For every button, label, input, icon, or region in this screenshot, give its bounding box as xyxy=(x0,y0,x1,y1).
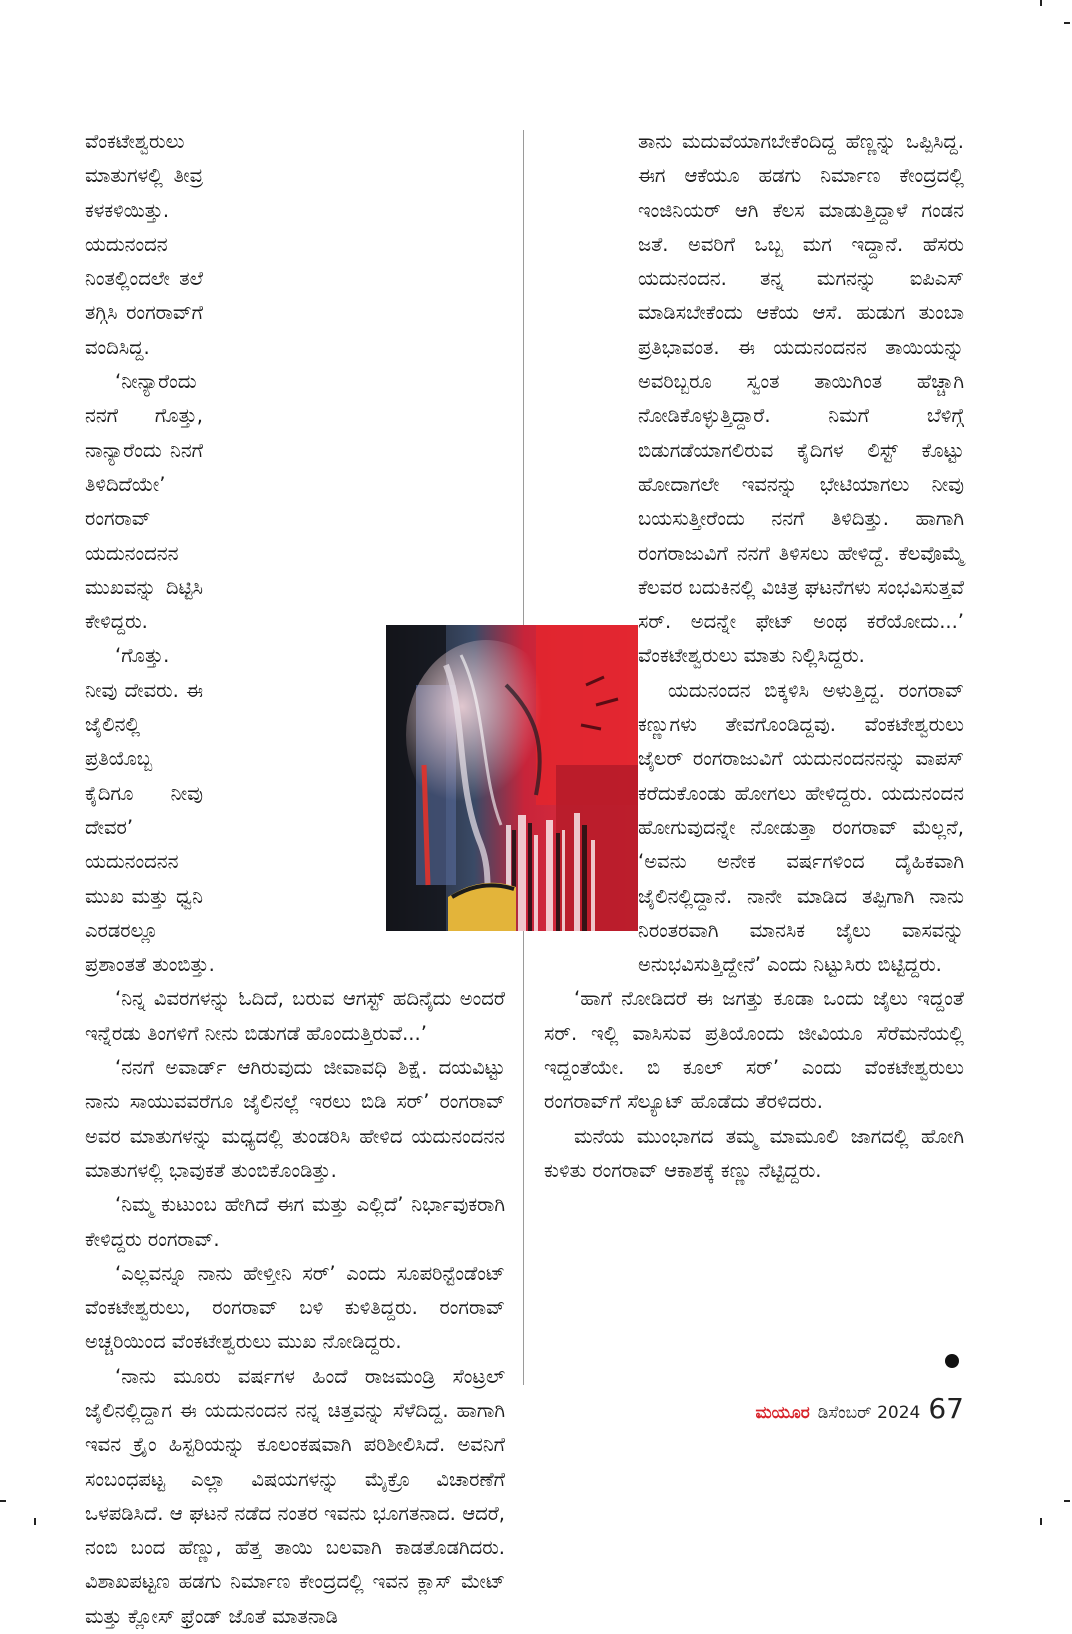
paragraph: ‘ಹಾಗೆ ನೋಡಿದರೆ ಈ ಜಗತ್ತು ಕೂಡಾ ಒಂದು ಜೈಲು ಇದ್ದಂತೆ ಸರ್. ಇಲ್ಲಿ ವಾಸಿಸುವ ಪ್ರತಿಯೊಂದು ಜೀವಿಯೂ ಸೆರೆಮನೆಯಲ್ಲಿ ಇದ್ದಂತೆಯೇ. ಬಿ ಕೂಲ್ ಸರ್’ ಎಂದು ವೆಂಕಟೇಶ್ವರುಲು ರಂಗರಾವ್‌ಗೆ ಸೆಲ್ಯೂಟ್ ಹೊಡೆದು ತೆರಳಿದರು. xyxy=(544,987,964,1114)
paragraph: ಯದುನಂದನ ಬಿಕ್ಕಳಿಸಿ ಅಳುತ್ತಿದ್ದ. ರಂಗರಾವ್ ಕಣ್ಣುಗಳು ತೇವಗೊಂಡಿದ್ದವು. ವೆಂಕಟೇಶ್ವರುಲು ಜೈಲರ್ ರಂಗರಾಜುವಿಗೆ ಯದುನಂದನನನ್ನು ವಾಪಸ್ ಕರೆದುಕೊಂಡು ಹೋಗಲು ಹೇಳಿದ್ದರು. ಯದುನಂದನ ಹೋಗುವುದನ್ನೇ ನೋಡುತ್ತಾ ರಂಗರಾವ್ ಮೆಲ್ಲನೆ, ‘ಅವನು ಅನೇಕ ವರ್ಷಗಳಿಂದ ದೈಹಿಕವಾಗಿ ಜೈಲಿನಲ್ಲಿದ್ದಾನೆ. ನಾನೇ ಮಾಡಿದ ತಪ್ಪಿಗಾಗಿ ನಾನು ನಿರಂತರವಾಗಿ ಮಾನಸಿಕ ಜೈಲು ವಾಸವನ್ನು ಅನುಭವಿಸುತ್ತಿದ್ದೇನೆ’ ಎಂದು ನಿಟ್ಟುಸಿರು ಬಿಟ್ಟಿದ್ದರು. xyxy=(638,678,964,977)
paragraph: ‘ಎಲ್ಲವನ್ನೂ ನಾನು ಹೇಳ್ತೀನಿ ಸರ್’ ಎಂದು ಸೂಪರಿನ್ಟೆಂಡೆಂಟ್ ವೆಂಕಟೇಶ್ವರುಲು, ರಂಗರಾವ್ ಬಳಿ ಕುಳಿತಿದ್ದರು. ರಂಗರಾವ್ ಅಚ್ಚರಿಯಿಂದ ವೆಂಕಟೇಶ್ವರುಲು ಮುಖ ನೋಡಿದ್ದರು. xyxy=(85,1261,505,1354)
paragraph: ‘ನಿಮ್ಮ ಕುಟುಂಬ ಹೇಗಿದೆ ಈಗ ಮತ್ತು ಎಲ್ಲಿದೆ’ ನಿರ್ಭಾವುಕರಾಗಿ ಕೇಳಿದ್ದರು ರಂಗರಾವ್. xyxy=(85,1193,505,1251)
paragraph: ತಾನು ಮದುವೆಯಾಗಬೇಕೆಂದಿದ್ದ ಹೆಣ್ಣನ್ನು ಒಪ್ಪಿಸಿದ್ದ. ಈಗ ಆಕೆಯೂ ಹಡಗು ನಿರ್ಮಾಣ ಕೇಂದ್ರದಲ್ಲಿ ಇಂಜಿನಿಯರ್ ಆಗಿ ಕೆಲಸ ಮಾಡುತ್ತಿದ್ದಾಳೆ ಗಂಡನ ಜತೆ. ಅವರಿಗೆ ಒಬ್ಬ ಮಗ ಇದ್ದಾನೆ. ಹೆಸರು ಯದುನಂದನ. ತನ್ನ ಮಗನನ್ನು ಐಪಿಎಸ್ ಮಾಡಿಸಬೇಕೆಂದು ಆಕೆಯ ಆಸೆ. ಹುಡುಗ ತುಂಬಾ ಪ್ರತಿಭಾವಂತ. ಈ ಯದುನಂದನನ ತಾಯಿಯನ್ನು ಅವರಿಬ್ಬರೂ ಸ್ವಂತ ತಾಯಿಗಿಂತ ಹೆಚ್ಚಾಗಿ ನೋಡಿಕೊಳ್ಳುತ್ತಿದ್ದಾರೆ. ನಿಮಗೆ ಬೆಳಿಗ್ಗೆ ಬಿಡುಗಡೆಯಾಗಲಿರುವ ಕೈದಿಗಳ ಲಿಸ್ಟ್ ಕೊಟ್ಟು ಹೋದಾಗಲೇ ಇವನನ್ನು ಭೇಟಿಯಾಗಲು ನೀವು ಬಯಸುತ್ತೀರೆಂದು ನನಗೆ ತಿಳಿದಿತ್ತು. ಹಾಗಾಗಿ ರಂಗರಾಜುವಿಗೆ ನನಗೆ ತಿಳಿಸಲು ಹೇಳಿದ್ದೆ. ಕೆಲವೊಮ್ಮೆ ಕೆಲವರ ಬದುಕಿನಲ್ಲಿ ವಿಚಿತ್ರ ಘಟನೆಗಳು ಸಂಭವಿಸುತ್ತವೆ ಸರ್. ಅದನ್ನೇ ಫೇಟ್ ಅಂಥ ಕರೆಯೋದು...’ ವೆಂಕಟೇಶ್ವರುಲು ಮಾತು ನಿಲ್ಲಿಸಿದ್ದರು. xyxy=(638,130,964,668)
story-end-bullet xyxy=(945,1354,959,1368)
paragraph: ‘ನೀನ್ಯಾರೆಂದು ನನಗೆ ಗೊತ್ತು, ನಾನ್ಯಾರೆಂದು ನಿನಗೆ ತಿಳಿದಿದೆಯೇ’ ರಂಗರಾವ್ ಯದುನಂದನನ ಮುಖವನ್ನು ದಿಟ್ಟಿಸಿ ಕೇಳಿದ್ದರು. xyxy=(85,370,203,634)
page-number: 67 xyxy=(928,1392,964,1425)
crop-mark-top xyxy=(1040,0,1042,6)
paragraph: ‘ನಾನು ಮೂರು ವರ್ಷಗಳ ಹಿಂದೆ ರಾಜಮಂಡ್ರಿ ಸೆಂಟ್ರಲ್ ಜೈಲಿನಲ್ಲಿದ್ದಾಗ ಈ ಯದುನಂದನ ನನ್ನ ಚಿತ್ತವನ್ನು ಸೆಳೆದಿದ್ದ. ಹಾಗಾಗಿ ಇವನ ಕ್ರೈಂ ಹಿಸ್ಟರಿಯನ್ನು ಕೂಲಂಕಷವಾಗಿ ಪರಿಶೀಲಿಸಿದೆ. ಅವನಿಗೆ ಸಂಬಂಧಪಟ್ಟ ಎಲ್ಲಾ ವಿಷಯಗಳನ್ನು ಮೈಕ್ರೊ ವಿಚಾರಣೆಗೆ ಒಳಪಡಿಸಿದೆ. ಆ ಘಟನೆ ನಡೆದ ನಂತರ ಇವನು ಭೂಗತನಾದ. ಆದರೆ, ನಂಬಿ ಬಂದ ಹೆಣ್ಣು, ಹೆತ್ತ ತಾಯಿ ಬಲವಾಗಿ ಕಾಡತೊಡಗಿದರು. ವಿಶಾಖಪಟ್ಟಣ ಹಡಗು ನಿರ್ಮಾಣ ಕೇಂದ್ರದಲ್ಲಿ ಇವನ ಕ್ಲಾಸ್ ಮೇಟ್ ಮತ್ತು ಕ್ಲೋಸ್ ಫ್ರೆಂಡ್ ಜೊತೆ ಮಾತನಾಡಿ xyxy=(85,1364,505,1628)
paragraph: ‘ನನಗೆ ಅವಾರ್ಡ್ ಆಗಿರುವುದು ಜೀವಾವಧಿ ಶಿಕ್ಷೆ. ದಯವಿಟ್ಟು ನಾನು ಸಾಯುವವರೆಗೂ ಜೈಲಿನಲ್ಲೆ ಇರಲು ಬಿಡಿ ಸರ್’ ರಂಗರಾವ್ ಅವರ ಮಾತುಗಳನ್ನು ಮಧ್ಯದಲ್ಲಿ ತುಂಡರಿಸಿ ಹೇಳಿದ ಯದುನಂದನನ ಮಾತುಗಳಲ್ಲಿ ಭಾವುಕತೆ ತುಂಬಿಕೊಂಡಿತ್ತು. xyxy=(85,1056,505,1182)
story-illustration xyxy=(386,625,638,931)
crop-mark-bottom-right xyxy=(1040,1518,1042,1525)
issue-date: ಡಿಸೆಂಬರ್ 2024 xyxy=(817,1403,921,1423)
crop-mark-left-bottom xyxy=(0,1500,6,1502)
paragraph: ಮನೆಯ ಮುಂಭಾಗದ ತಮ್ಮ ಮಾಮೂಲಿ ಜಾಗದಲ್ಲಿ ಹೋಗಿ ಕುಳಿತು ರಂಗರಾವ್ ಆಕಾಶಕ್ಕೆ ಕಣ್ಣು ನೆಟ್ಟಿದ್ದರು. xyxy=(544,1124,964,1182)
crop-mark-right-top xyxy=(1064,22,1070,24)
crop-mark-right-bottom xyxy=(1064,1500,1070,1502)
page-footer xyxy=(756,1392,965,1426)
magazine-logo: ಮಯೂರ xyxy=(755,1403,810,1423)
paragraph: ವೆಂಕಟೇಶ್ವರುಲು ಮಾತುಗಳಲ್ಲಿ ತೀವ್ರ ಕಳಕಳಿಯಿತ್ತು. ಯದುನಂದನ ನಿಂತಲ್ಲಿಂದಲೇ ತಲೆ ತಗ್ಗಿಸಿ ರಂಗರಾವ್‌ಗೆ ವಂದಿಸಿದ್ದ. xyxy=(85,130,203,359)
paragraph: ‘ನಿನ್ನ ವಿವರಗಳನ್ನು ಓದಿದೆ, ಬರುವ ಆಗಸ್ಟ್ ಹದಿನೈದು ಅಂದರೆ ಇನ್ನೆರಡು ತಿಂಗಳಿಗೆ ನೀನು ಬಿಡುಗಡೆ ಹೊಂದುತ್ತಿರುವೆ...’ xyxy=(85,987,505,1045)
crop-mark-bottom xyxy=(34,1518,36,1525)
paragraph: ‘ಗೊತ್ತು. ನೀವು ದೇವರು. ಈ ಜೈಲಿನಲ್ಲಿ ಪ್ರತಿಯೊಬ್ಬ ಕೈದಿಗೂ ನೀವು ದೇವರ’ ಯದುನಂದನನ ಮುಖ ಮತ್ತು ಧ್ವನಿ ಎರಡರಲ್ಲೂ ಪ್ರಶಾಂತತೆ ತುಂಬಿತ್ತು. xyxy=(85,644,215,977)
